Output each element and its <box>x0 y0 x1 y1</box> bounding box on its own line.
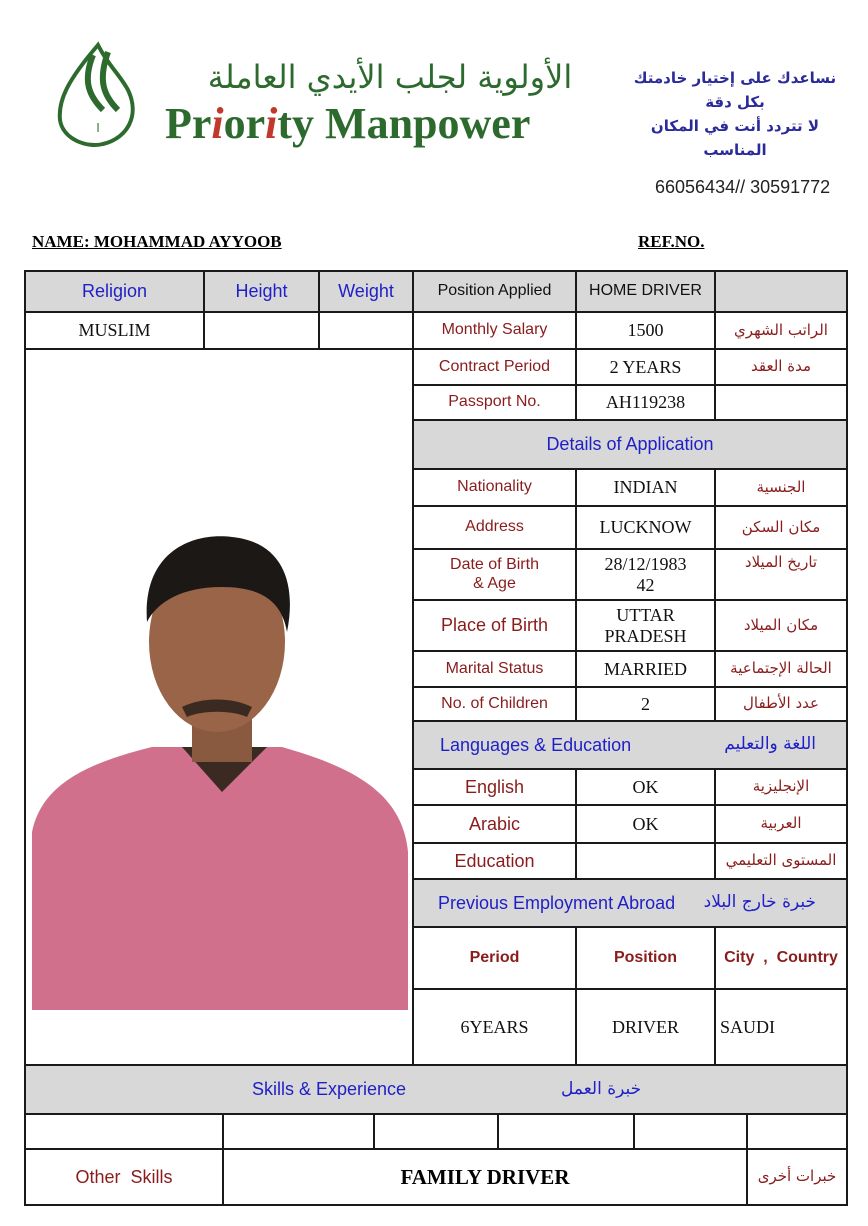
arabic-value: OK <box>575 804 716 844</box>
children-value: 2 <box>575 686 716 722</box>
salary-label-ar: الراتب الشهري <box>714 311 848 350</box>
photo-cell <box>24 348 414 1066</box>
arabic-label: Arabic <box>412 804 577 844</box>
other-skills-value: FAMILY DRIVER <box>222 1148 748 1206</box>
slogan: نساعدك على إختيار خادمتك بكل دقة لا تتردد أنت في المكان المناسب <box>633 69 837 159</box>
skills-cell <box>497 1113 635 1150</box>
period-header: Period <box>412 926 577 990</box>
weight-label: Weight <box>318 270 414 313</box>
children-label-ar: عدد الأطفال <box>714 686 848 722</box>
dob-label-ar: تاريخ الميلاد <box>714 548 848 601</box>
languages-header: Languages & Education اللغة والتعليم <box>412 720 848 770</box>
employment-header: Previous Employment Abroad خبرة خارج البلاد <box>412 878 848 928</box>
skills-cell <box>222 1113 375 1150</box>
passport-value: AH119238 <box>575 384 716 421</box>
city-country-header: City , Country <box>714 926 848 990</box>
salary-label: Monthly Salary <box>412 311 577 350</box>
logo-arabic-text: الأولوية لجلب الأيدي العاملة <box>207 58 573 96</box>
logo-text: Priority Manpower <box>165 99 531 148</box>
employment-period: 6YEARS <box>412 988 577 1066</box>
svg-text:ا: ا <box>96 121 100 135</box>
contract-value: 2 YEARS <box>575 348 716 386</box>
religion-label: Religion <box>24 270 205 313</box>
dob-value: 28/12/1983 42 <box>575 548 716 601</box>
arabic-label-ar: العربية <box>714 804 848 844</box>
applicant-name: NAME: MOHAMMAD AYYOOB <box>32 232 282 251</box>
pob-label-ar: مكان الميلاد <box>714 599 848 652</box>
education-label-ar: المستوى التعليمي <box>714 842 848 880</box>
position-header: Position <box>575 926 716 990</box>
height-label: Height <box>203 270 320 313</box>
skills-cell <box>746 1113 848 1150</box>
height-value <box>203 311 320 350</box>
employment-country: SAUDI <box>714 988 848 1066</box>
address-label-ar: مكان السكن <box>714 505 848 550</box>
employment-position: DRIVER <box>575 988 716 1066</box>
salary-value: 1500 <box>575 311 716 350</box>
marital-label-ar: الحالة الإجتماعية <box>714 650 848 688</box>
skills-cell <box>633 1113 748 1150</box>
religion-value: MUSLIM <box>24 311 205 350</box>
skills-header: Skills & Experience خبرة العمل <box>24 1064 848 1115</box>
position-label: Position Applied <box>412 270 577 313</box>
skills-cell <box>24 1113 224 1150</box>
other-skills-label: Other Skills <box>24 1148 224 1206</box>
education-value <box>575 842 716 880</box>
dob-label: Date of Birth & Age <box>412 548 577 601</box>
address-label: Address <box>412 505 577 550</box>
nationality-label-ar: الجنسية <box>714 468 848 507</box>
position-value: HOME DRIVER <box>575 270 716 313</box>
english-label-ar: الإنجليزية <box>714 768 848 806</box>
english-value: OK <box>575 768 716 806</box>
phone-number: 66056434// 30591772 <box>655 177 831 197</box>
ref-number: REF.NO. <box>638 232 705 251</box>
passport-label-ar <box>714 384 848 421</box>
empty-cell <box>714 270 848 313</box>
nationality-value: INDIAN <box>575 468 716 507</box>
education-label: Education <box>412 842 577 880</box>
skills-cell <box>373 1113 499 1150</box>
contract-label-ar: مدة العقد <box>714 348 848 386</box>
pob-value: UTTAR PRADESH <box>575 599 716 652</box>
marital-label: Marital Status <box>412 650 577 688</box>
children-label: No. of Children <box>412 686 577 722</box>
english-label: English <box>412 768 577 806</box>
details-header: Details of Application <box>412 419 848 470</box>
logo-emblem-icon <box>48 40 148 150</box>
address-value: LUCKNOW <box>575 505 716 550</box>
passport-label: Passport No. <box>412 384 577 421</box>
weight-value <box>318 311 414 350</box>
marital-value: MARRIED <box>575 650 716 688</box>
pob-label: Place of Birth <box>412 599 577 652</box>
other-skills-label-ar: خبرات أخرى <box>746 1148 848 1206</box>
contract-label: Contract Period <box>412 348 577 386</box>
nationality-label: Nationality <box>412 468 577 507</box>
applicant-photo <box>32 532 408 1010</box>
